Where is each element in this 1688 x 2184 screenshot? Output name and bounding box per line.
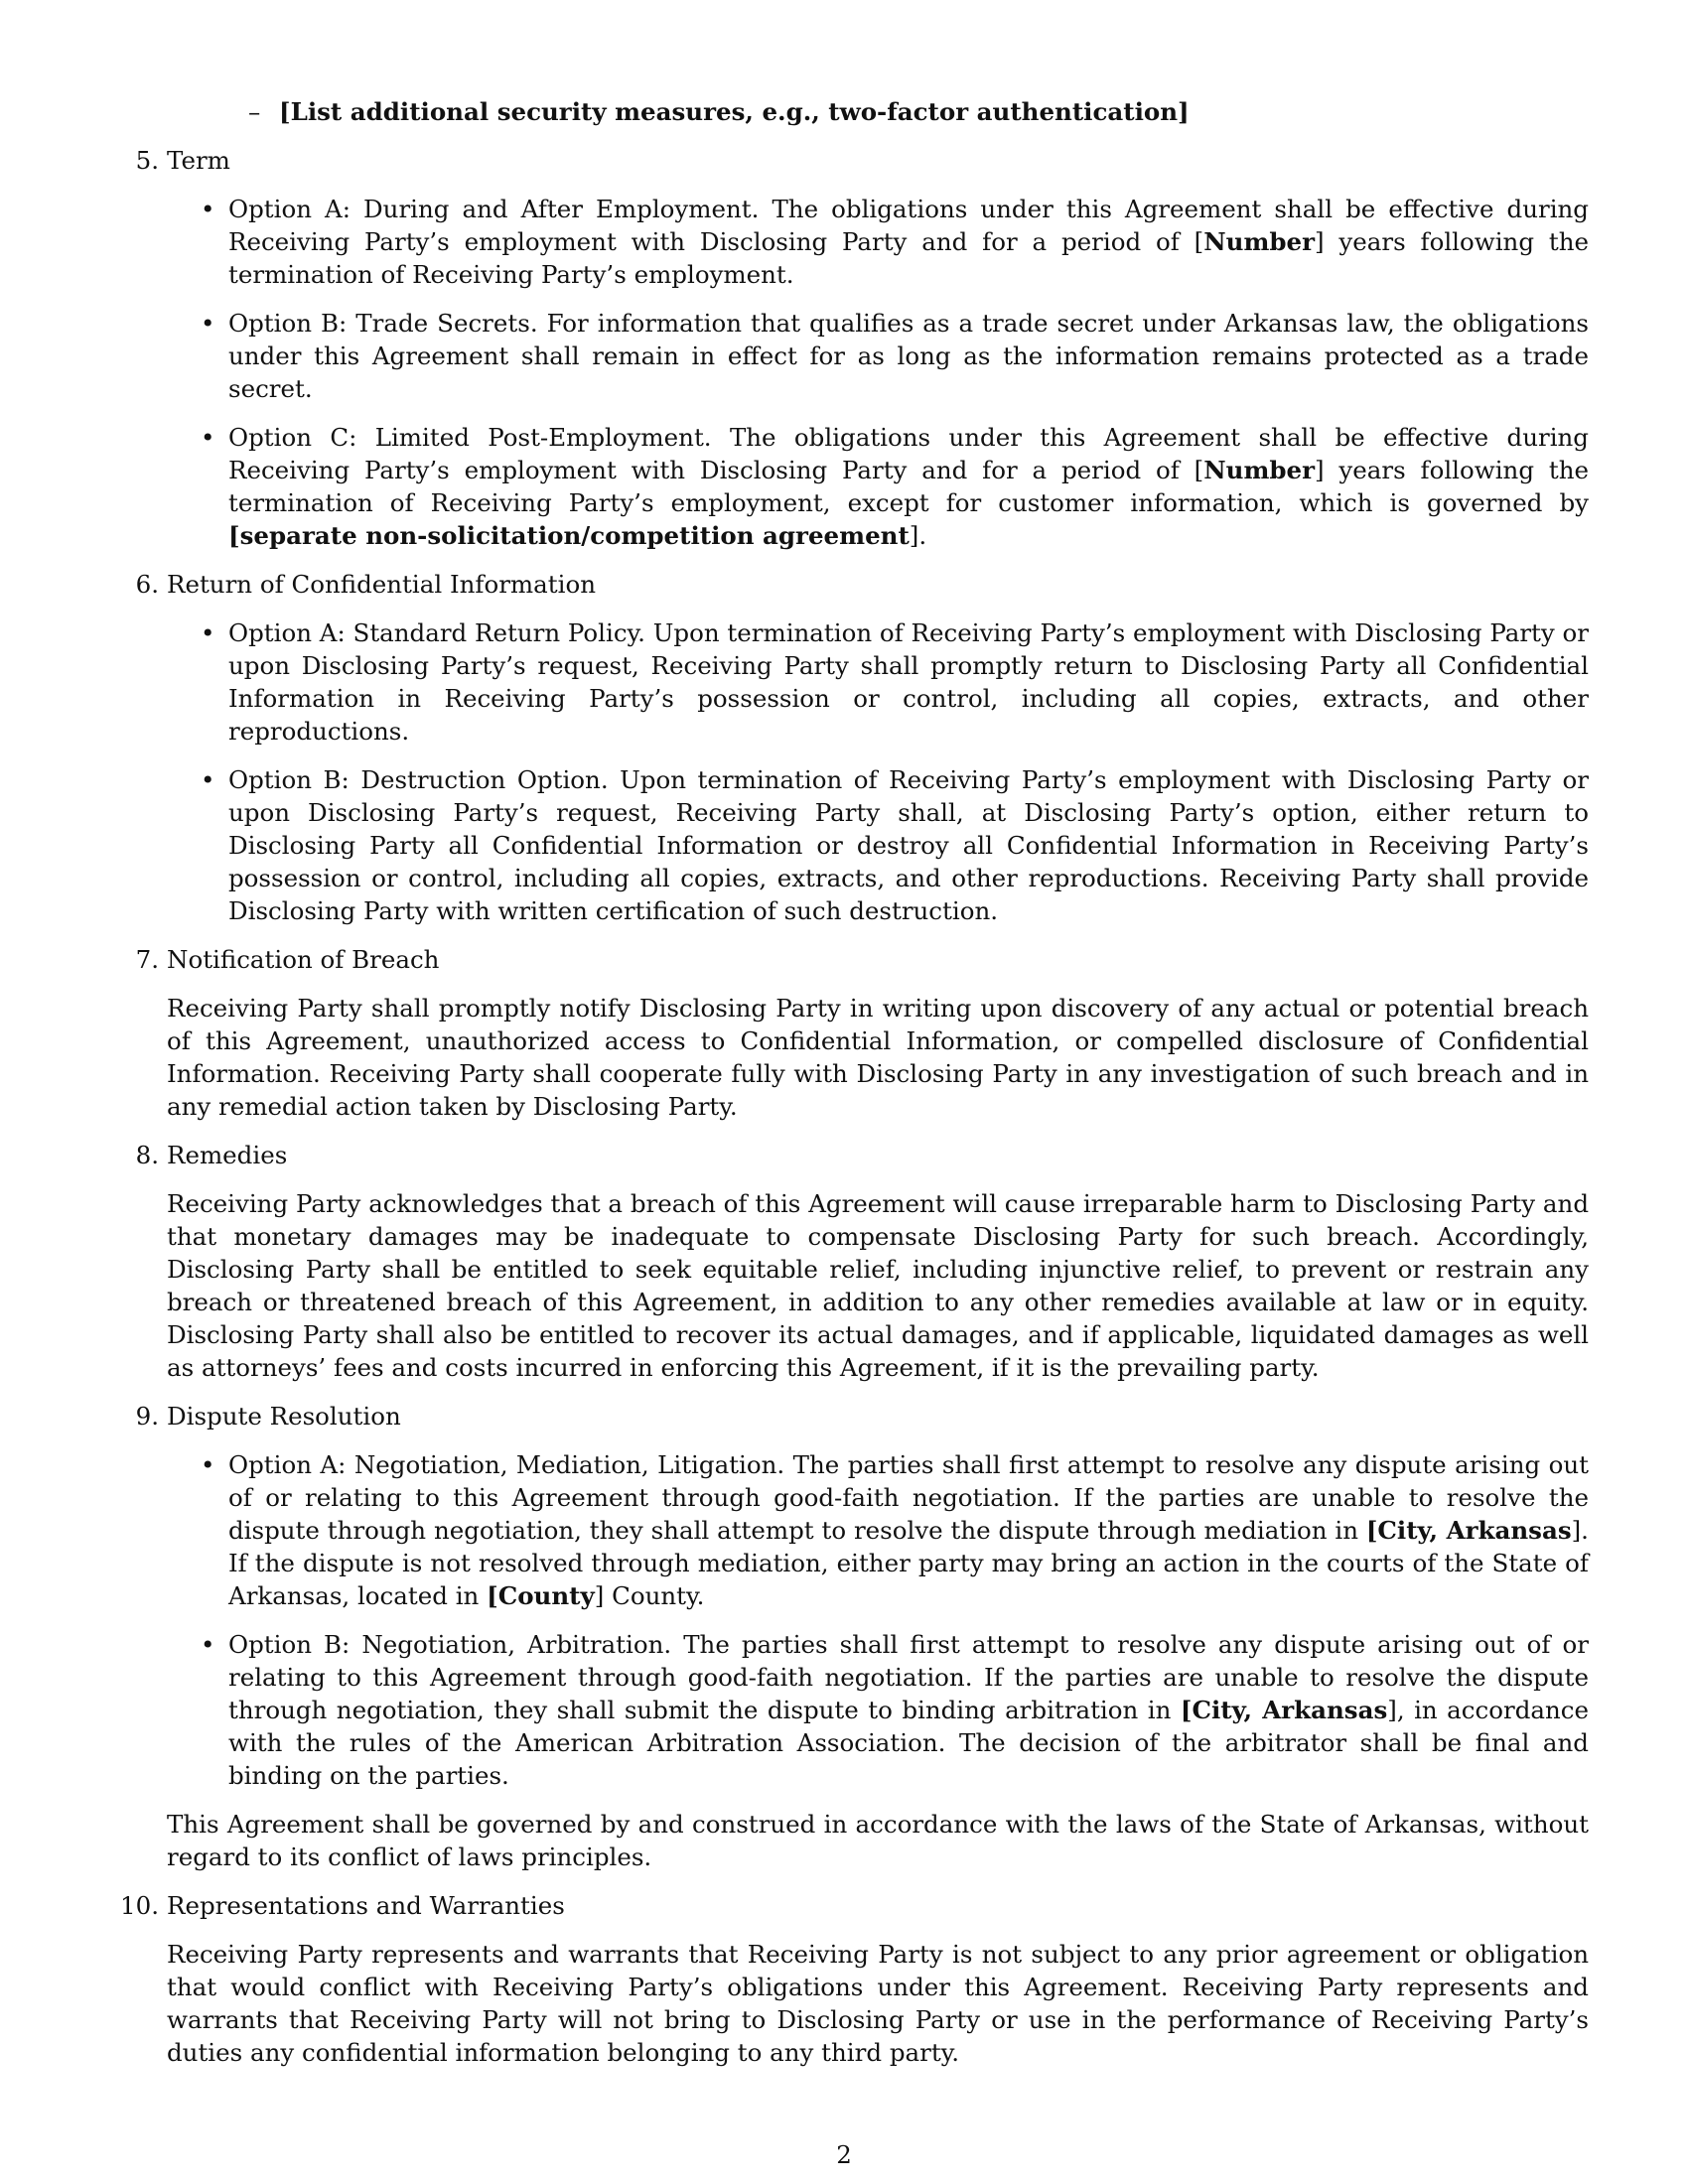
section-body: Receiving Party acknowledges that a breach of this Agreement will cause irreparable harm to Disclosing Party and that monetary damages may be inadequate to compensate Disclosing Party for such breach. Accordingly, Disclosing Party shall be entitled to seek equitable relief, including injunctive relief, to prevent or restrain any breach or threatened breach of this Agreement, in addition to any other remedies available at law or in equity. Disclosing Party shall also be entitled to recover its actual damages, and if applicable, liquidated damages as well as attorneys’ fees and costs incurred in enforcing this Agreement, if it is the prevailing party. xyxy=(167,1189,1589,1382)
placeholder-county: [County xyxy=(487,1581,595,1610)
bullet-icon: • xyxy=(201,618,215,647)
placeholder-number: Number xyxy=(1203,456,1316,484)
security-measure-close: ] xyxy=(1178,97,1190,126)
section-heading xyxy=(135,144,1589,177)
placeholder-city: [City, Arkansas xyxy=(1180,1696,1388,1724)
section-dispute xyxy=(135,1400,1589,1873)
bullet-icon: • xyxy=(201,423,215,452)
section-title: Remedies xyxy=(167,1141,288,1169)
term-option-a-text xyxy=(228,193,1589,291)
section-reps xyxy=(120,1889,1589,2069)
term-option-b-text: Option B: Trade Secrets. For information that qualifies as a trade secret under Arkansas law, the obligations under this Agreement shall remain in effect for as long as the information remains protected as a trade secret. xyxy=(228,309,1589,403)
section-title: Representations and Warranties xyxy=(167,1891,565,1920)
section-heading xyxy=(135,1400,1589,1433)
option-text: Option B: Negotiation, Arbitration. The parties shall first attempt to resolve any dispute arising out of or relating to this Agreement through good-faith negotiation. If the parties are unable to resolve the dispute through negotiation, they shall submit the dispute to binding arbitration in xyxy=(228,1630,1589,1724)
section-remedies xyxy=(135,1139,1589,1384)
return-options xyxy=(167,616,1589,927)
security-measure-text: List additional security measures, e.g., two-factor authentication xyxy=(290,97,1179,126)
dispute-option-b xyxy=(167,1628,1589,1792)
bullet-icon: • xyxy=(201,765,215,794)
section-title: Return of Confidential Information xyxy=(167,570,596,599)
term-option-c xyxy=(167,421,1589,552)
option-text-tail: ], in accordance with the rules of the American Arbitration Association. The decision of the arbitrator shall be final and binding on the parties. xyxy=(228,1696,1589,1790)
dispute-options xyxy=(167,1448,1589,1792)
option-text: Option A: Negotiation, Mediation, Litigation. The parties shall first attempt to resolve any dispute arising out of or relating to this Agreement through good-faith negotiation. If the parties are unable to resolve the dispute through negotiation, they shall attempt to resolve the dispute through mediation in xyxy=(228,1450,1589,1545)
option-text-mid: ]. If the dispute is not resolved through mediation, either party may bring an action in the courts of the State of Arkansas, located in xyxy=(228,1516,1589,1610)
governing-law-text: This Agreement shall be governed by and construed in accordance with the laws of the State of Arkansas, without regard to its conflict of laws principles. xyxy=(167,1810,1589,1871)
section-number: 10. xyxy=(120,1891,159,1920)
return-option-b xyxy=(167,763,1589,927)
placeholder-city: [City, Arkansas xyxy=(1365,1516,1572,1545)
section-title: Dispute Resolution xyxy=(167,1402,401,1431)
section-number: 8. xyxy=(135,1141,159,1169)
return-option-b-text: Option B: Destruction Option. Upon termination of Receiving Party’s employment with Disclosing Party or upon Disclosing Party’s request, Receiving Party shall, at Disclosing Party’s option, either return to Disclosing Party all Confidential Information or destroy all Confidential Information in Receiving Party’s possession or control, including all copies, extracts, and other reproductions. Receiving Party shall provide Disclosing Party with written certification of such destruction. xyxy=(228,765,1589,925)
dispute-option-a xyxy=(167,1448,1589,1612)
dispute-option-a-text xyxy=(228,1448,1589,1612)
section-breach xyxy=(135,943,1589,1123)
term-option-a xyxy=(167,193,1589,291)
option-text-tail: ] years following the termination of Receiving Party’s employment. xyxy=(228,227,1589,289)
section-heading xyxy=(120,1889,1589,1922)
section-body: Receiving Party represents and warrants that Receiving Party is not subject to any prior agreement or obligation that would conflict with Receiving Party’s obligations under this Agreement. Receiving Party represents and warrants that Receiving Party will not bring to Disclosing Party or use in the performance of Receiving Party’s duties any confidential information belonging to any third party. xyxy=(167,1940,1589,2067)
section-title: Term xyxy=(167,146,230,175)
term-option-c-text xyxy=(228,421,1589,552)
placeholder-number: Number xyxy=(1203,227,1316,256)
page-number: 2 xyxy=(836,2140,852,2169)
section-term xyxy=(135,144,1589,552)
section-number: 7. xyxy=(135,945,159,974)
security-measure-item xyxy=(167,95,1589,128)
bullet-icon: • xyxy=(201,1450,215,1479)
section-return xyxy=(135,568,1589,927)
document-content xyxy=(120,95,1589,2085)
section-title: Notification of Breach xyxy=(167,945,440,974)
option-text-mid: ] years following the termination of Receiving Party’s employment, except for customer information, which is governed by xyxy=(228,456,1589,517)
security-measure-open: [ xyxy=(279,97,291,126)
term-options xyxy=(167,193,1589,552)
option-text: Option A: During and After Employment. The obligations under this Agreement shall be effective during Receiving Party’s employment with Disclosing Party and for a period of [ xyxy=(228,195,1589,256)
placeholder-agreement: [separate non-solicitation/competition agreement xyxy=(228,521,910,550)
return-option-a-text: Option A: Standard Return Policy. Upon termination of Receiving Party’s employment with Disclosing Party or upon Disclosing Party’s request, Receiving Party shall promptly return to Disclosing Party all Confidential Information in Receiving Party’s possession or control, including all copies, extracts, and other reproductions. xyxy=(228,618,1589,746)
bullet-icon: • xyxy=(201,195,215,223)
section-heading xyxy=(135,568,1589,601)
section-number: 5. xyxy=(135,146,159,175)
return-option-a xyxy=(167,616,1589,748)
section-body: Receiving Party shall promptly notify Disclosing Party in writing upon discovery of any actual or potential breach of this Agreement, unauthorized access to Confidential Information, or compelled disclosure of Confidential Information. Receiving Party shall cooperate fully with Disclosing Party in any investigation of such breach and in any remedial action taken by Disclosing Party. xyxy=(167,994,1589,1121)
option-text-tail: ]. xyxy=(909,521,927,550)
section-heading xyxy=(135,943,1589,976)
section-number: 6. xyxy=(135,570,159,599)
section-number: 9. xyxy=(135,1402,159,1431)
section-heading xyxy=(135,1139,1589,1171)
option-text-tail: ] County. xyxy=(594,1581,705,1610)
bullet-icon: • xyxy=(201,309,215,338)
term-option-b xyxy=(167,307,1589,405)
dash-marker: – xyxy=(248,97,261,126)
bullet-icon: • xyxy=(201,1630,215,1659)
dispute-option-b-text xyxy=(228,1628,1589,1792)
option-text: Option C: Limited Post-Employment. The obligations under this Agreement shall be effective during Receiving Party’s employment with Disclosing Party and for a period of [ xyxy=(228,423,1589,484)
